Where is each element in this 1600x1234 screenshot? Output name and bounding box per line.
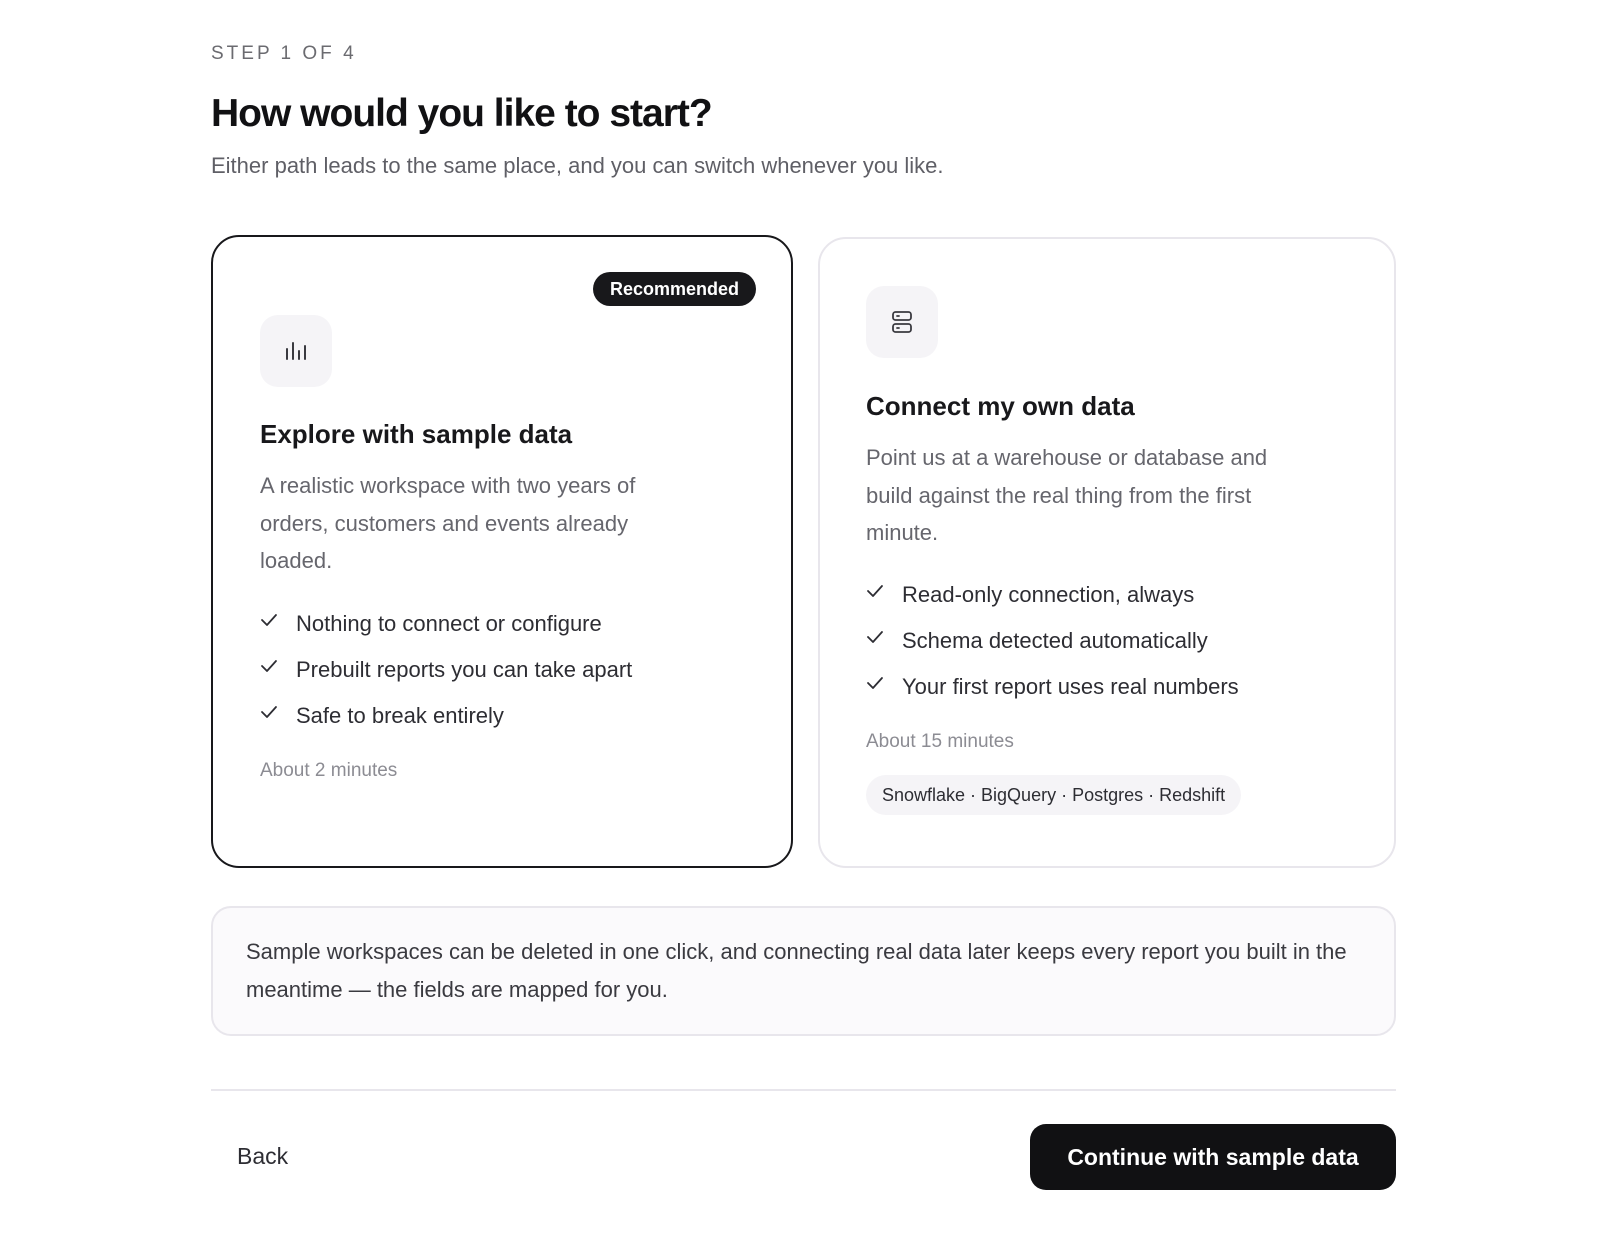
option-description: A realistic workspace with two years of orders, customers and events already loaded. [260,473,636,573]
time-estimate: About 15 minutes [866,731,1014,752]
check-icon [260,659,296,673]
option-title: Explore with sample data [260,419,573,449]
onboarding-step [211,0,1396,1234]
bar-chart-icon [260,315,332,387]
database-icon [866,286,938,358]
feature-text: Nothing to connect or configure [296,611,602,636]
recommended-badge: Recommended [593,272,756,306]
page-subtitle: Either path leads to the same place, and you can switch whenever you like. [211,153,944,178]
back-button[interactable]: Back [237,1143,289,1169]
continue-button[interactable]: Continue with sample data [1030,1124,1396,1190]
feature-item [260,601,632,647]
feature-text: Schema detected automatically [902,628,1208,653]
check-icon [866,630,902,644]
feature-text: Safe to break entirely [296,703,504,728]
supported-sources-chip: Snowflake · BigQuery · Postgres · Redshift [866,775,1241,815]
time-estimate: About 2 minutes [260,760,398,781]
feature-text: Read-only connection, always [902,582,1195,607]
feature-list [260,601,632,739]
feature-list [866,572,1239,710]
footer-divider [211,1089,1396,1091]
feature-item [260,693,632,739]
option-title: Connect my own data [866,391,1135,421]
check-icon [260,705,296,719]
feature-item [866,618,1239,664]
check-icon [260,613,296,627]
feature-text: Your first report uses real numbers [902,674,1239,699]
feature-item [866,664,1239,710]
check-icon [866,676,902,690]
feature-item [260,647,632,693]
feature-text: Prebuilt reports you can take apart [296,657,633,682]
info-note: Sample workspaces can be deleted in one click, and connecting real data later keeps every report you built in the meantime — the fields are mapped for you. [211,906,1396,1036]
check-icon [866,584,902,598]
option-card-connect-data[interactable] [818,237,1396,868]
page-title: How would you like to start? [211,92,712,135]
feature-item [866,572,1239,618]
option-card-sample-data[interactable] [211,235,793,868]
step-indicator: STEP 1 OF 4 [211,43,357,64]
option-description: Point us at a warehouse or database and build against the real thing from the first minute. [866,445,1268,545]
